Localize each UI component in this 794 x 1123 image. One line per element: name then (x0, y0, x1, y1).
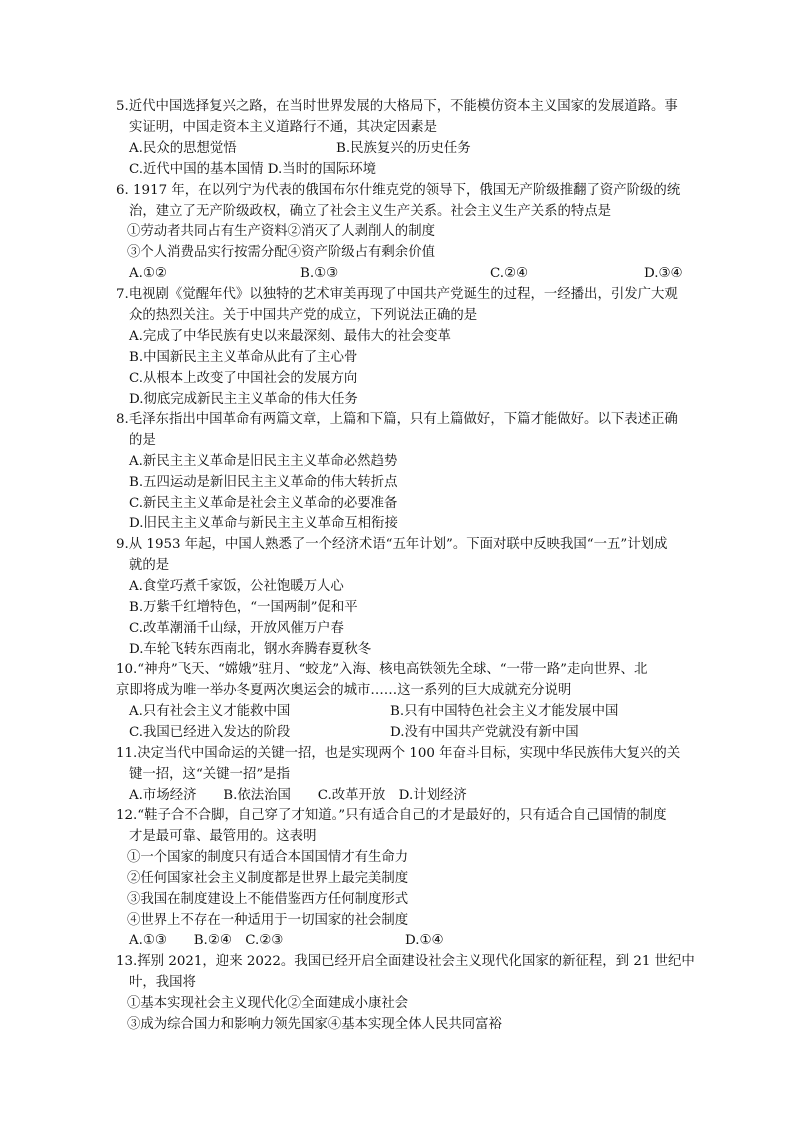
q8-stem-line-2: 的是 (129, 433, 156, 448)
q10-option-d: D.没有中国共产党就没有新中国 (390, 725, 579, 740)
q13-items-line-1: ①基本实现社会主义现代化②全面建成小康社会 (127, 996, 409, 1011)
q9-option-d: D.车轮飞转东西南北，钢水奔腾春夏秋冬 (129, 642, 372, 657)
q8-option-d: D.旧民主主义革命与新民主主义革命互相衔接 (129, 516, 398, 531)
q10-stem-line-2: 京即将成为唯一举办冬夏两次奥运会的城市……这一系列的巨大成就充分说明 (116, 683, 572, 698)
q7-option-c: C.从根本上改变了中国社会的发展方向 (129, 371, 358, 386)
q9-stem-line-1: 9.从 1953 年起，中国人熟悉了一个经济术语“五年计划”。下面对联中反映我国“一五”计划成 (116, 537, 668, 552)
q5-option-cd: C.近代中国的基本国情 D.当时的国际环境 (129, 162, 377, 177)
q12-item-4: ④世界上不存在一种适用于一切国家的社会制度 (127, 913, 409, 928)
q7-stem-line-1: 7.电视剧《觉醒年代》以独特的艺术审美再现了中国共产党诞生的过程，一经播出，引发广大观 (116, 287, 678, 302)
q8-option-a: A.新民主主义革命是旧民主主义革命必然趋势 (129, 454, 398, 469)
q12-item-2: ②任何国家社会主义制度都是世界上最完美制度 (127, 871, 409, 886)
q9-option-b: B.万紫千红增特色，“一国两制”促和平 (129, 600, 358, 615)
q6-stem-line-1: 6. 1917 年，在以列宁为代表的俄国布尔什维克党的领导下，俄国无产阶级推翻了资产阶级的统 (116, 183, 681, 198)
q10-option-a: A.只有社会主义才能救中国 (129, 704, 291, 719)
q10-stem-line-1: 10.“神舟”飞天、“嫦娥”驻月、“蛟龙”入海、核电高铁领先全球、“一带一路”走向世界、北 (116, 662, 648, 677)
q12-options-abc: A.①③ B.②④ C.②③ (129, 933, 284, 948)
q6-items-line-2: ③个人消费品实行按需分配④资产阶级占有剩余价值 (127, 245, 435, 260)
q6-option-d: D.③④ (644, 266, 683, 281)
q9-option-a: A.食堂巧煮千家饭，公社饱暖万人心 (129, 579, 344, 594)
q9-option-c: C.改革潮涌千山绿，开放风催万户春 (129, 621, 344, 636)
q12-stem-line-1: 12.“鞋子合不合脚，自己穿了才知道。”只有适合自己的才是最好的，只有适合自己国情的制度 (116, 808, 667, 823)
q7-option-d: D.彻底完成新民主主义革命的伟大任务 (129, 392, 358, 407)
q11-options: A.市场经济 B.依法治国 C.改革开放 D.计划经济 (129, 788, 467, 803)
q10-option-b: B.只有中国特色社会主义才能发展中国 (390, 704, 619, 719)
q12-option-d: D.①④ (405, 933, 444, 948)
q9-stem-line-2: 就的是 (129, 558, 170, 573)
q5-option-a: A.民众的思想觉悟 (129, 141, 237, 156)
q6-option-c: C.②④ (490, 266, 529, 281)
q11-stem-line-2: 键一招，这“关键一招”是指 (129, 767, 290, 782)
q13-items-line-2: ③成为综合国力和影响力领先国家④基本实现全体人民共同富裕 (127, 1017, 502, 1032)
q6-option-b: B.①③ (300, 266, 339, 281)
q12-item-1: ①一个国家的制度只有适合本国国情才有生命力 (127, 850, 409, 865)
q8-stem-line-1: 8.毛泽东指出中国革命有两篇文章，上篇和下篇，只有上篇做好，下篇才能做好。以下表述正确 (116, 412, 678, 427)
q5-stem-line-2: 实证明，中国走资本主义道路行不通，其决定因素是 (129, 120, 437, 135)
q12-stem-line-2: 才是最可靠、最管用的。这表明 (129, 829, 317, 844)
q8-option-c: C.新民主主义革命是社会主义革命的必要准备 (129, 496, 398, 511)
q6-items-line-1: ①劳动者共同占有生产资料②消灭了人剥削人的制度 (127, 224, 435, 239)
q6-option-a: A.①② (129, 266, 167, 281)
q6-stem-line-2: 治，建立了无产阶级政权，确立了社会主义生产关系。社会主义生产关系的特点是 (129, 204, 612, 219)
q8-option-b: B.五四运动是新旧民主主义革命的伟大转折点 (129, 475, 398, 490)
q11-stem-line-1: 11.决定当代中国命运的关键一招，也是实现两个 100 年奋斗目标，实现中华民族伟大复兴的关 (116, 746, 681, 761)
q10-option-c: C.我国已经进入发达的阶段 (129, 725, 291, 740)
q5-option-b: B.民族复兴的历史任务 (336, 141, 471, 156)
q7-option-a: A.完成了中华民族有史以来最深刻、最伟大的社会变革 (129, 329, 451, 344)
q13-stem-line-2: 叶，我国将 (129, 975, 196, 990)
q5-stem-line-1: 5.近代中国选择复兴之路，在当时世界发展的大格局下，不能模仿资本主义国家的发展道路。事 (116, 99, 678, 114)
q12-item-3: ③我国在制度建设上不能借鉴西方任何制度形式 (127, 892, 409, 907)
q7-option-b: B.中国新民主主义革命从此有了主心骨 (129, 350, 358, 365)
q13-stem-line-1: 13.挥别 2021，迎来 2022。我国已经开启全面建设社会主义现代化国家的新征程，到 21 世纪中 (116, 954, 695, 969)
q7-stem-line-2: 众的热烈关注。关于中国共产党的成立，下列说法正确的是 (129, 308, 478, 323)
